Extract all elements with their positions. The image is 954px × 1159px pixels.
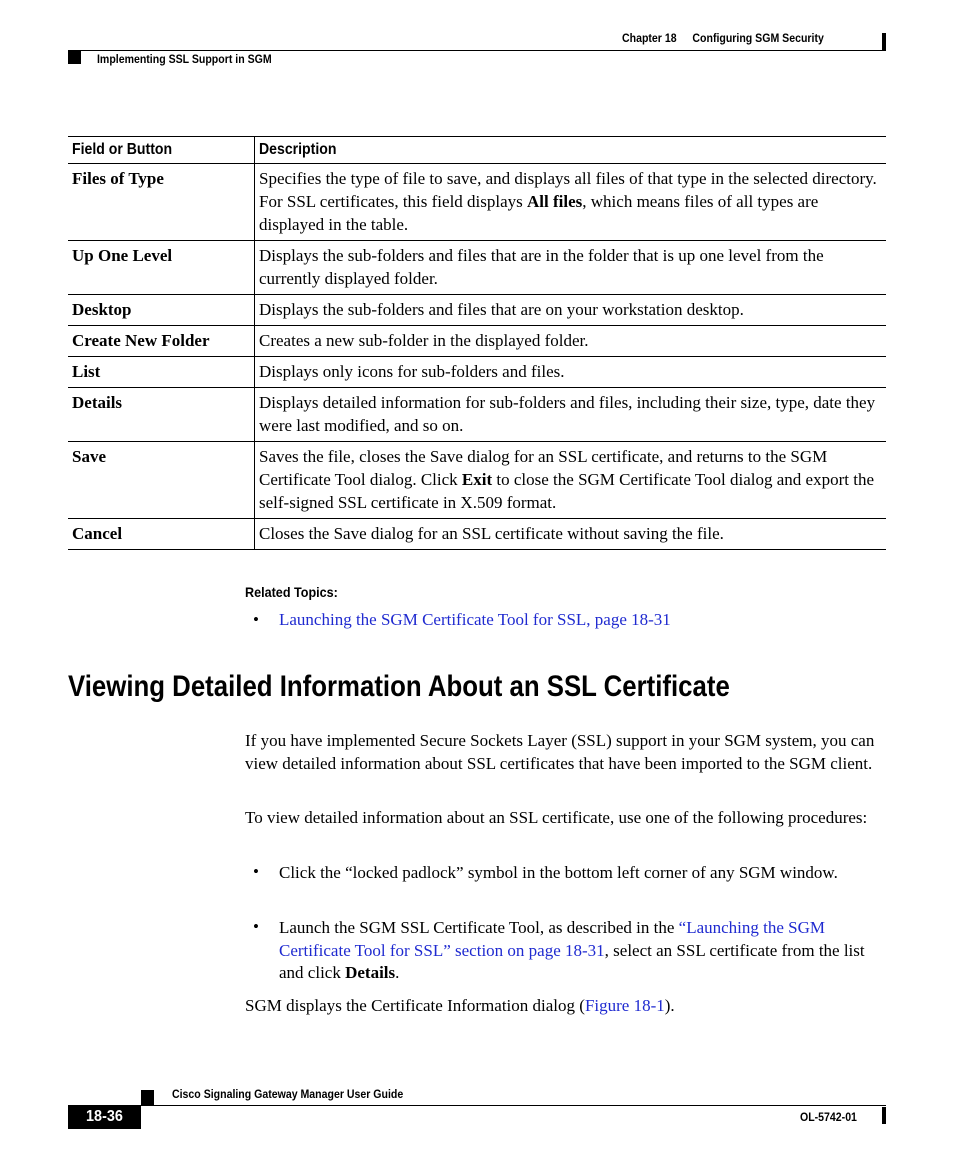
field-name: Files of Type (68, 164, 255, 241)
table-row (68, 326, 886, 357)
field-name: Desktop (68, 295, 255, 326)
figure-link[interactable]: Figure 18-1 (584, 996, 665, 1015)
footer-bar-mark-right (882, 1107, 886, 1124)
paragraph-procedures: To view detailed information about an SSL certificate, use one of the following procedures: (245, 808, 868, 827)
bullet-item-certificate-tool: Launch the SGM SSL Certificate Tool, as described in the “Launching the SGM Certificate Tool for SSL” section on page 18-31, select an SSL certificate from the list and click Details. (279, 918, 865, 982)
field-name: Details (68, 388, 255, 442)
running-header-chapter (622, 31, 824, 45)
field-name: Create New Folder (68, 326, 255, 357)
header-bar-mark (882, 33, 886, 50)
table-row (68, 442, 886, 519)
table-row (68, 519, 886, 550)
field-description: Displays only icons for sub-folders and files. (255, 357, 887, 388)
field-name: Save (68, 442, 255, 519)
footer-bar-mark (141, 1090, 154, 1105)
chapter-title: Configuring SGM Security (692, 31, 824, 45)
table-header-description: Description (255, 137, 887, 164)
field-name: Cancel (68, 519, 255, 550)
fields-table (68, 136, 886, 550)
chapter-number: Chapter 18 (622, 31, 677, 45)
related-topic-link[interactable]: Launching the SGM Certificate Tool for SSL, page 18-31 (279, 610, 671, 629)
field-name: List (68, 357, 255, 388)
header-square-mark (68, 51, 81, 64)
paragraph-result: SGM displays the Certificate Information dialog (Figure 18-1). (245, 996, 675, 1015)
field-name: Up One Level (68, 241, 255, 295)
paragraph-intro: If you have implemented Secure Sockets Layer (SSL) support in your SGM system, you can view detailed information about SSL certificates that have been imported to the SGM client. (245, 731, 875, 773)
document-number: OL-5742-01 (800, 1110, 857, 1124)
bullet-icon: • (253, 862, 259, 881)
table-row (68, 241, 886, 295)
bullet-item-padlock: Click the “locked padlock” symbol in the bottom left corner of any SGM window. (279, 863, 838, 882)
table-row (68, 357, 886, 388)
section-link[interactable]: “Launching the SGM Certificate Tool for SSL” section on page 18-31 (279, 918, 826, 960)
table-row (68, 295, 886, 326)
field-description: Creates a new sub-folder in the displayed folder. (255, 326, 887, 357)
bullet-icon: • (253, 917, 259, 936)
table-row (68, 164, 886, 241)
field-description: Displays the sub-folders and files that are in the folder that is up one level from the currently displayed folder. (255, 241, 887, 295)
footer-rule (141, 1105, 886, 1106)
field-description: Displays the sub-folders and files that are on your workstation desktop. (255, 295, 887, 326)
table-header-row (68, 137, 886, 164)
field-description: Closes the Save dialog for an SSL certificate without saving the file. (255, 519, 887, 550)
page-number: 18-36 (68, 1105, 141, 1129)
field-description: Displays detailed information for sub-folders and files, including their size, type, date they were last modified, and so on. (255, 388, 887, 442)
header-rule (68, 50, 886, 51)
related-topics-title: Related Topics: (245, 584, 338, 600)
field-description: Saves the file, closes the Save dialog for an SSL certificate, and returns to the SGM Certificate Tool dialog. Click Exit to close the SGM Certificate Tool dialog and export the self-signed SSL certificate in X.509 format. (255, 442, 887, 519)
bullet-icon: • (253, 610, 259, 629)
section-heading: Viewing Detailed Information About an SSL Certificate (68, 670, 730, 703)
footer-guide-title: Cisco Signaling Gateway Manager User Guide (172, 1087, 404, 1101)
table-header-field: Field or Button (68, 137, 255, 164)
table-row (68, 388, 886, 442)
field-description: Specifies the type of file to save, and displays all files of that type in the selected directory. For SSL certificates, this field displays All files, which means files of all types are displayed in the table. (255, 164, 887, 241)
running-header-section: Implementing SSL Support in SGM (97, 52, 272, 66)
